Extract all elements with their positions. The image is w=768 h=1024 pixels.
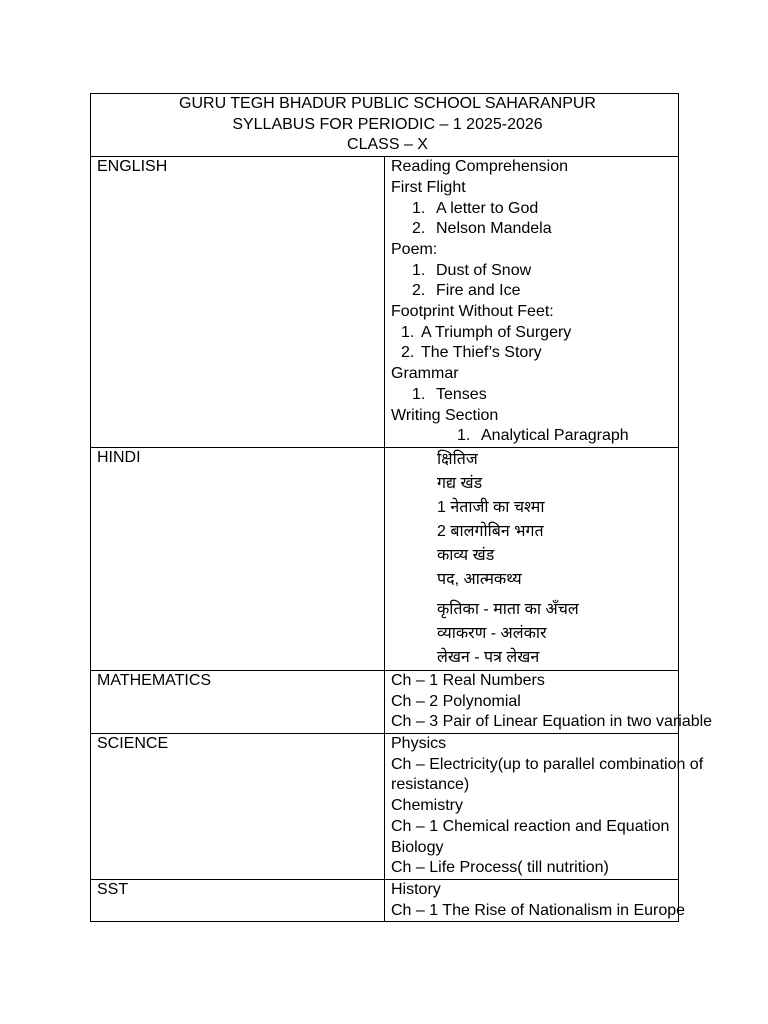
list-item: 1. Tenses bbox=[412, 385, 487, 403]
hindi-line: 2 बालगोबिन भगत bbox=[437, 522, 544, 540]
hindi-line: पद, आत्मकथ्य bbox=[437, 570, 522, 588]
syllabus-table bbox=[90, 93, 713, 922]
science-line: Chemistry bbox=[391, 797, 464, 815]
subject-mathematics: MATHEMATICS bbox=[91, 670, 385, 733]
hindi-line: 1 नेताजी का चश्मा bbox=[437, 498, 545, 516]
hindi-line: कृतिका - माता का अँचल bbox=[437, 600, 579, 618]
english-grammar: Grammar bbox=[391, 365, 459, 383]
list-item: 1. A Triumph of Surgery bbox=[401, 323, 572, 341]
hindi-line: व्याकरण - अलंकार bbox=[437, 624, 547, 642]
list-item: 1. A letter to God bbox=[412, 199, 539, 217]
list-item: 2. The Thief’s Story bbox=[401, 344, 542, 362]
science-content bbox=[385, 734, 704, 880]
math-chapter: Ch – 1 Real Numbers bbox=[391, 671, 545, 689]
science-line: Ch – Electricity(up to parallel combination of resistance) bbox=[391, 755, 704, 794]
subject-english: ENGLISH bbox=[91, 157, 385, 448]
hindi-line: लेखन - पत्र लेखन bbox=[437, 648, 540, 666]
sst-row bbox=[91, 879, 679, 921]
science-line: Ch – Life Process( till nutrition) bbox=[391, 859, 609, 877]
hindi-content bbox=[385, 447, 679, 670]
sst-content bbox=[385, 879, 686, 921]
science-line: Physics bbox=[391, 735, 447, 753]
header-row bbox=[91, 94, 679, 157]
school-name: GURU TEGH BHADUR PUBLIC SCHOOL SAHARANPUR bbox=[179, 95, 596, 112]
hindi-row bbox=[91, 447, 679, 670]
mathematics-content bbox=[385, 670, 713, 733]
hindi-line: क्षितिज bbox=[437, 450, 478, 468]
subject-science: SCIENCE bbox=[91, 734, 385, 880]
hindi-line: काव्य खंड bbox=[437, 546, 495, 564]
list-item: 1. Dust of Snow bbox=[412, 261, 532, 279]
hindi-line: गद्य खंड bbox=[437, 474, 483, 492]
subject-hindi: HINDI bbox=[91, 447, 385, 670]
subject-sst: SST bbox=[91, 879, 385, 921]
science-row bbox=[91, 734, 679, 880]
sst-line: Ch – 1 The Rise of Nationalism in Europe bbox=[391, 901, 686, 919]
list-item: 2. Fire and Ice bbox=[412, 282, 521, 300]
class-label: CLASS – X bbox=[347, 136, 428, 154]
syllabus-title: SYLLABUS FOR PERIODIC – 1 2025-2026 bbox=[232, 115, 543, 133]
english-first-flight: First Flight bbox=[391, 178, 466, 196]
science-line: Ch – 1 Chemical reaction and Equation bbox=[391, 817, 670, 835]
math-chapter: Ch – 3 Pair of Linear Equation in two variable bbox=[391, 713, 713, 731]
english-footprint: Footprint Without Feet: bbox=[391, 303, 554, 321]
math-chapter: Ch – 2 Polynomial bbox=[391, 692, 521, 710]
sst-line: History bbox=[391, 880, 441, 898]
english-writing: Writing Section bbox=[391, 406, 499, 424]
header-cell bbox=[91, 94, 679, 157]
science-line: Biology bbox=[391, 838, 444, 856]
english-row bbox=[91, 157, 679, 448]
english-poem: Poem: bbox=[391, 240, 438, 258]
list-item: 2. Nelson Mandela bbox=[412, 220, 552, 238]
english-reading: Reading Comprehension bbox=[391, 158, 568, 176]
mathematics-row bbox=[91, 670, 679, 733]
english-content bbox=[385, 157, 679, 448]
list-item: 1. Analytical Paragraph bbox=[457, 427, 629, 445]
